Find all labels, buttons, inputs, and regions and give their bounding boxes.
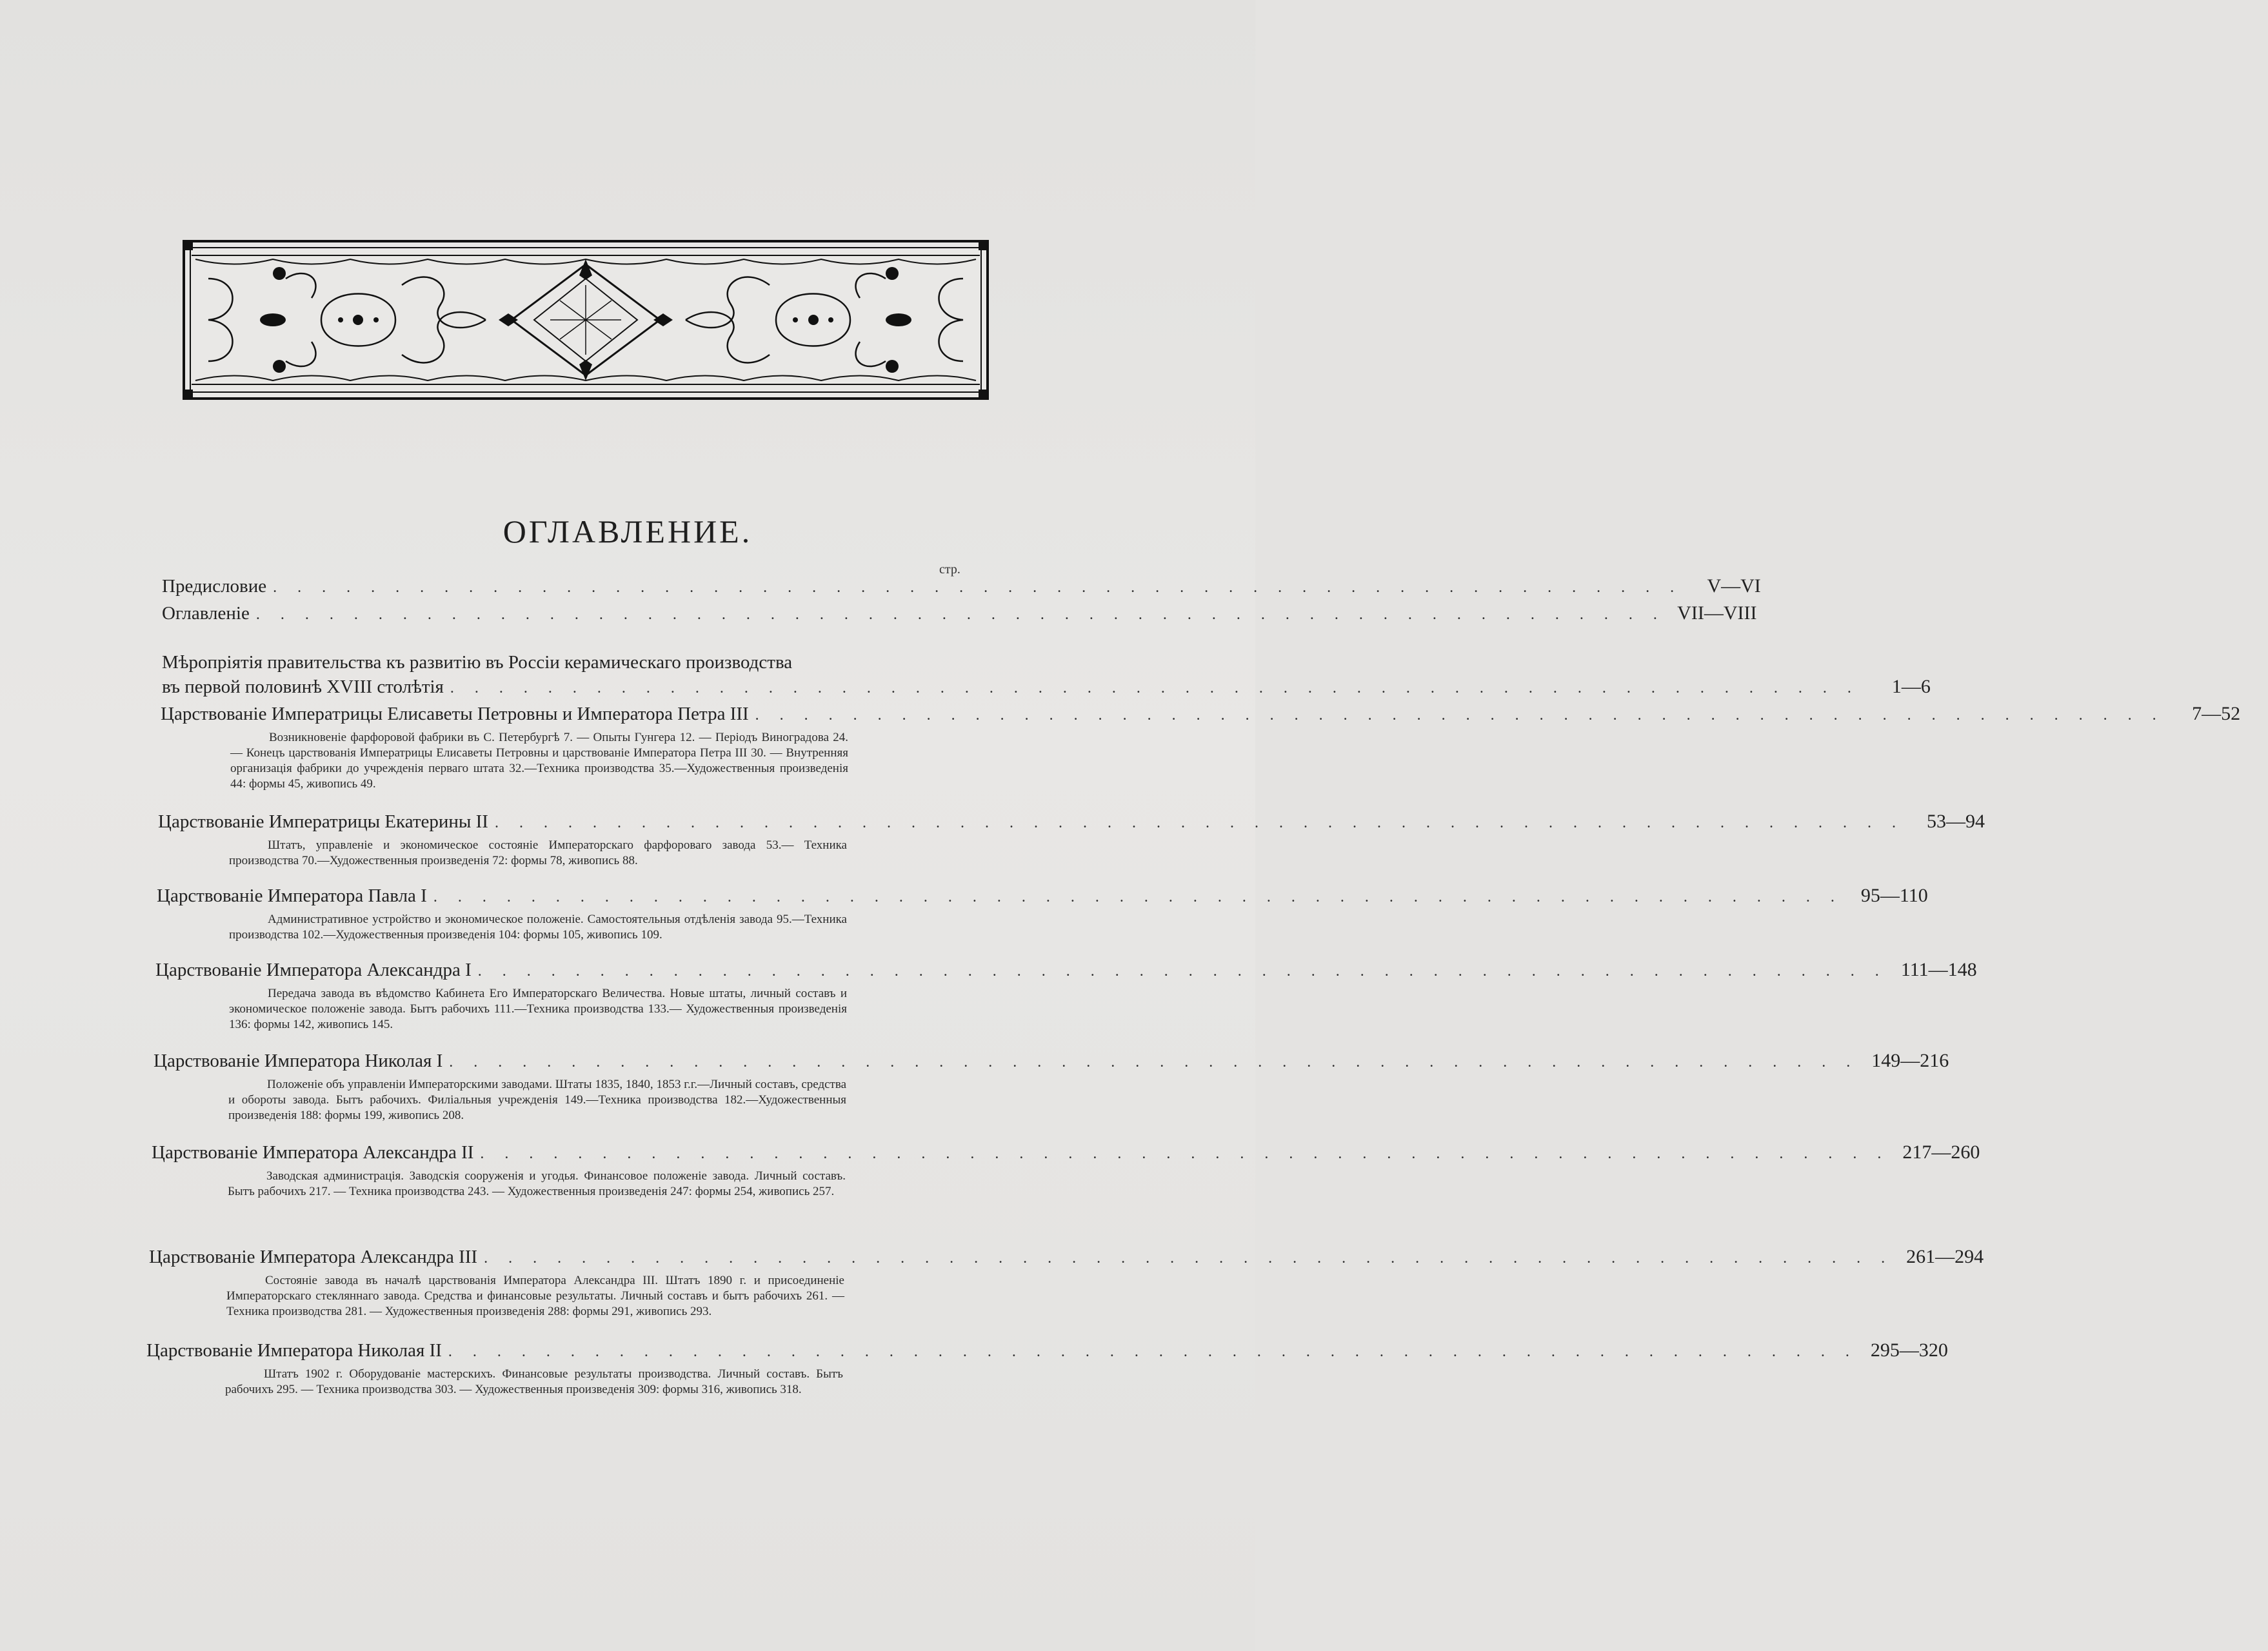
toc-entry-title: Царствованіе Императора Николая II [146,1340,442,1361]
page-title: ОГЛАВЛЕНИЕ. [502,513,753,549]
toc-entry [157,884,1928,943]
dot-leader: . . . . . . . . . . . . . . . . . . . . . . . . . . . . . . . . . . . . . . . . . . . . . . . . . . . . . . . . . . [255,606,1666,623]
toc-entry [161,702,2241,792]
toc-entry-description: Положеніе объ управленіи Императорскими заводами. Штаты 1835, 1840, 1853 г.г.—Личный составъ, средства и обороты завода. Бытъ рабочихъ. Филіальныя учрежденія 149.—Техника производства 182.—Художественныя произведенія 188: формы 199, живопись 208. [228,1078,846,1122]
dot-leader: . . . . . . . . . . . . . . . . . . . . . . . . . . . . . . . . . . . . . . . . . . . . . . . . . . . . . . . . . . [433,889,1843,905]
dot-leader: . . . . . . . . . . . . . . . . . . . . . . . . . . . . . . . . . . . . . . . . . . . . . . . . . . . . . . . . . . [484,1250,1894,1267]
toc-entry [154,1049,1949,1123]
toc-entry-title: Царствованіе Императора Павла I [157,885,427,906]
toc-entry-description: Штатъ 1902 г. Оборудованіе мастерскихъ. Финансовые результаты производства. Личный составъ. Бытъ рабочихъ 295. — Техника производства 303. — Художественныя произведенія 309: формы 316, живопись 318. [225,1367,843,1396]
toc-entry-pages: VII—VIII [1677,602,1757,624]
dot-leader: . . . . . . . . . . . . . . . . . . . . . . . . . . . . . . . . . . . . . . . . . . . . . . . . . . . . . . . . . . [448,1343,1858,1360]
dot-leader: . . . . . . . . . . . . . . . . . . . . . . . . . . . . . . . . . . . . . . . . . . . . . . . . . . . . . . . . . . [755,707,2165,724]
toc-entry-pages: 7—52 [2192,703,2241,724]
toc-entry-pages: 149—216 [1871,1050,1949,1071]
dot-leader: . . . . . . . . . . . . . . . . . . . . . . . . . . . . . . . . . . . . . . . . . . . . . . . . . . . . . . . . . . [273,579,1683,596]
toc-entry-title: Предисловие [162,576,267,597]
toc-entry-title: Царствованіе Императора Александра I [155,960,472,980]
toc-entry-title: Царствованіе Императора Александра III [149,1247,478,1267]
toc-entry [162,574,1761,600]
toc-entry-title: Царствованіе Императора Николая I [154,1051,443,1071]
toc-entry-description: Состояніе завода въ началѣ царствованія Императора Александра III. Штатъ 1890 г. и присоединеніе Императорскаго стекляннаго завода. Средства и финансовые результаты. Личный составъ и бытъ рабочихъ 261. — Техника производства 281. — Художественныя произведенія 288: формы 291, живопись 293. [226,1274,844,1318]
toc-entry-description: Возникновеніе фарфоровой фабрики въ С. Петербургѣ 7. — Опыты Гунгера 12. — Періодъ Виноградова 24. — Конецъ царствованія Императрицы Елисаветы Петровны и царствованіе Императора Петра III 30. — Внутренняя организація фабрики до учрежденія перваго штата 32.—Техника производства 35.—Художественныя произведенія 44: формы 45, живопись 49. [230,731,848,791]
toc-entry-title: въ первой половинѣ XVIII столѣтія [162,677,444,697]
toc-entry-description: Административное устройство и экономическое положеніе. Самостоятельныя отдѣленія завода 95.—Техника производства 102.—Художественныя произведенія 104: формы 105, живопись 109. [229,913,847,942]
dot-leader: . . . . . . . . . . . . . . . . . . . . . . . . . . . . . . . . . . . . . . . . . . . . . . . . . . . . . . . . . . [480,1145,1890,1162]
ornamental-headpiece [183,240,989,400]
toc-entry-pages: 217—260 [1902,1142,1980,1163]
toc-entry-title-line1: Мѣропріятія правительства къ развитію въ Россіи керамическаго производства [162,652,793,673]
toc-entry [158,809,1985,869]
dot-leader: . . . . . . . . . . . . . . . . . . . . . . . . . . . . . . . . . . . . . . . . . . . . . . . . . . . . . . . . . . [450,680,1860,697]
toc-entry [155,958,1977,1033]
page-column-header: стр. [939,562,960,577]
dot-leader: . . . . . . . . . . . . . . . . . . . . . . . . . . . . . . . . . . . . . . . . . . . . . . . . . . . . . . . . . . [449,1054,1859,1071]
toc-entry-pages: 1—6 [1891,676,1931,697]
dot-leader: . . . . . . . . . . . . . . . . . . . . . . . . . . . . . . . . . . . . . . . . . . . . . . . . . . . . . . . . . . [494,815,1904,831]
toc-entry-pages: 261—294 [1906,1246,1984,1267]
toc-entry-description: Заводская администрація. Заводскія сооруженія и угодья. Финансовое положеніе завода. Личный составъ. Бытъ рабочихъ 217. — Техника производства 243. — Художественныя произведенія 247: формы 254, живопись 257. [228,1169,846,1198]
toc-entry [162,601,1757,627]
toc-entry-pages: 111—148 [1900,959,1977,980]
toc-entry [149,1245,1984,1320]
toc-entry-title: Царствованіе Императрицы Елисаветы Петровны и Императора Петра III [161,704,749,724]
toc-entry [152,1140,1980,1200]
toc-entry-title: Царствованіе Императрицы Екатерины II [158,811,488,832]
toc-entry-pages: 53—94 [1926,811,1985,832]
toc-entry-description: Передача завода въ вѣдомство Кабинета Его Императорскаго Величества. Новые штаты, личный составъ и экономическое положеніе завода. Бытъ рабочихъ 111.—Техника производства 133.— Художественныя произведенія 136: формы 142, живопись 145. [229,987,847,1031]
toc-entry-description: Штатъ, управленіе и экономическое состояніе Императорскаго фарфороваго завода 53.— Техника производства 70.—Художественныя произведенія 72: формы 78, живопись 88. [229,838,847,867]
toc-entry-pages: 95—110 [1860,885,1928,906]
toc-entry-pages: V—VI [1707,575,1761,597]
toc-entry-title: Оглавленіе [162,603,250,624]
toc-entry [162,650,1931,700]
toc-entry-pages: 295—320 [1870,1340,1948,1361]
dot-leader: . . . . . . . . . . . . . . . . . . . . . . . . . . . . . . . . . . . . . . . . . . . . . . . . . . . . . . . . . . [477,963,1887,980]
toc-entry [146,1338,1948,1398]
toc-entry-title: Царствованіе Императора Александра II [152,1142,474,1163]
